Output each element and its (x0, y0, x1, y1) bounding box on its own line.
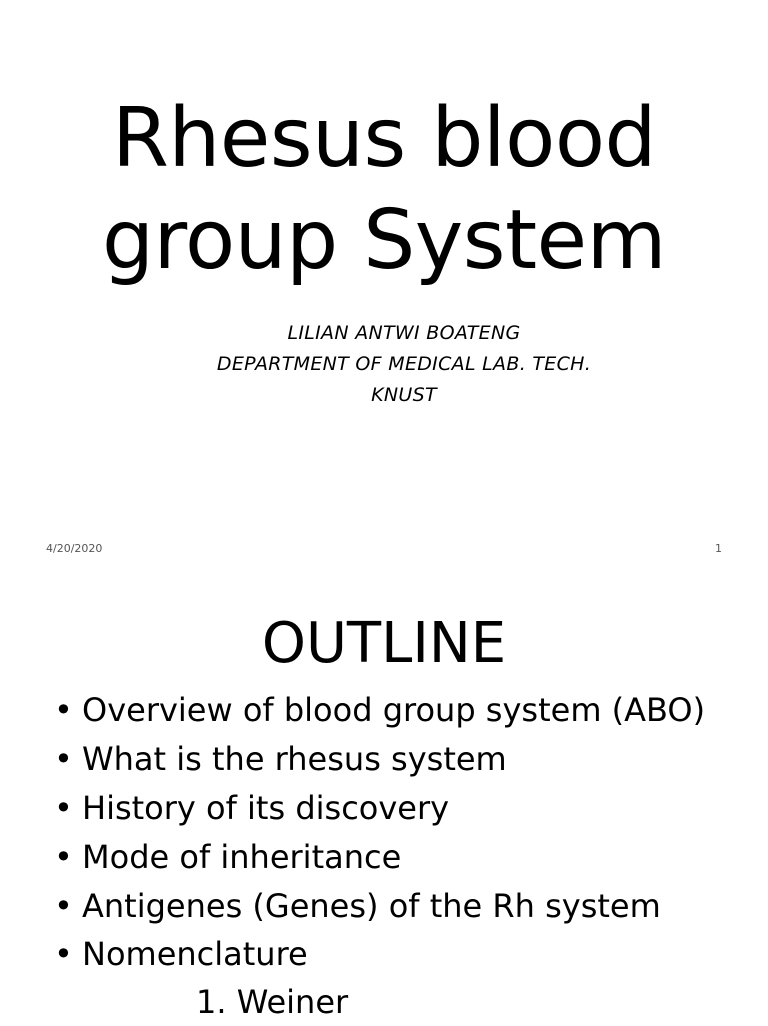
bullet-icon: • (54, 838, 73, 876)
outline-item-text: Overview of blood group system (ABO) (82, 691, 706, 729)
outline-item-text: Antigenes (Genes) of the Rh system (82, 887, 661, 925)
slide-date: 4/20/2020 (46, 542, 103, 555)
outline-item-text: What is the rhesus system (82, 740, 507, 778)
outline-item (54, 930, 308, 978)
author-institution: KNUST (371, 384, 437, 406)
outline-item-text: Nomenclature (82, 935, 308, 973)
outline-sub-item: 1. Weiner (196, 983, 349, 1021)
bullet-icon: • (54, 887, 73, 925)
outline-title: OUTLINE (261, 611, 507, 676)
author-name: LILIAN ANTWI BOATENG (287, 322, 521, 344)
outline-item-text: History of its discovery (82, 789, 450, 827)
slide-title-line-2: group System (102, 193, 666, 288)
bullet-icon: • (54, 740, 73, 778)
bullet-icon: • (54, 935, 73, 973)
outline-item (54, 784, 449, 832)
slide-page-number: 1 (715, 542, 722, 555)
outline-item (54, 686, 705, 734)
outline-item-text: Mode of inheritance (82, 838, 402, 876)
bullet-icon: • (54, 691, 73, 729)
outline-item (54, 833, 401, 881)
bullet-icon: • (54, 789, 73, 827)
author-department: DEPARTMENT OF MEDICAL LAB. TECH. (216, 353, 592, 375)
slide-title-line-1: Rhesus blood (111, 91, 657, 186)
outline-item (54, 735, 507, 783)
outline-item (54, 882, 661, 930)
